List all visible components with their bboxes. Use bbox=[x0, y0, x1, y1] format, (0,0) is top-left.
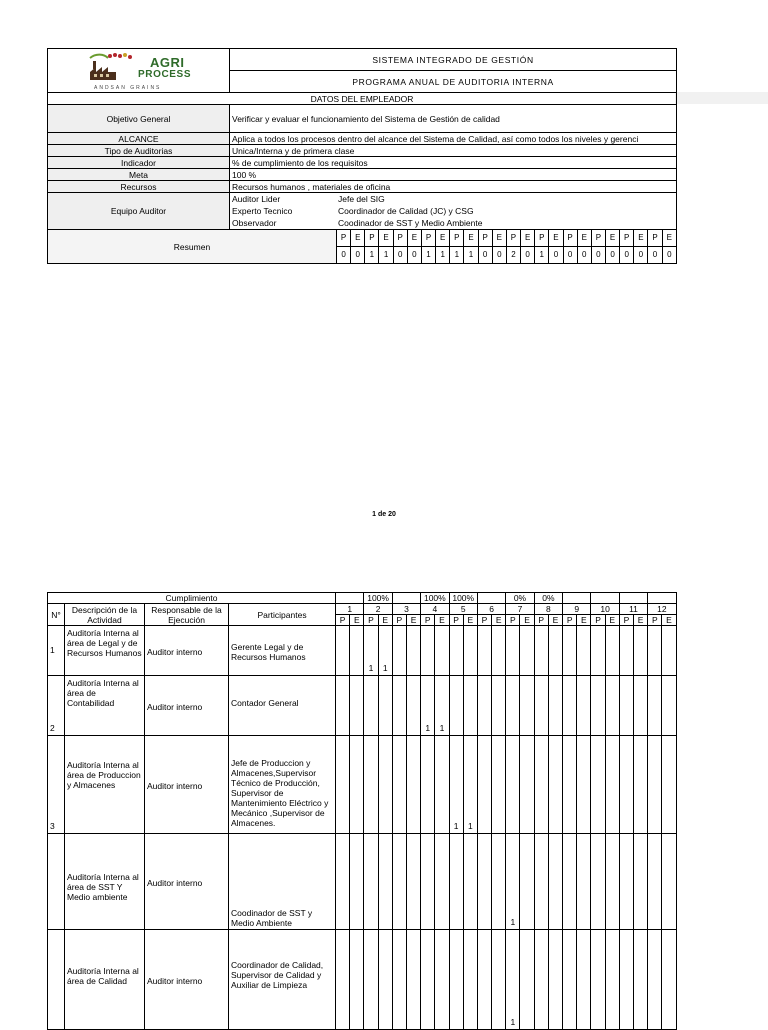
equipo-person: Coordinador de Calidad (JC) y CSG bbox=[338, 206, 474, 216]
schedule-cell bbox=[364, 676, 378, 736]
schedule-cell bbox=[421, 626, 435, 676]
resumen-value: 0 bbox=[577, 247, 591, 264]
resumen-value: 1 bbox=[535, 247, 549, 264]
page-number: 1 de 20 bbox=[372, 511, 396, 518]
resumen-value: 0 bbox=[478, 247, 492, 264]
row-number: 3 bbox=[48, 736, 65, 834]
resumen-value: 0 bbox=[521, 247, 535, 264]
resumen-pe-header: E bbox=[521, 230, 535, 247]
schedule-cell bbox=[662, 834, 676, 930]
schedule-cell bbox=[336, 676, 350, 736]
month-header: 5 bbox=[449, 604, 477, 615]
schedule-cell: 1 bbox=[421, 676, 435, 736]
schedule-cell bbox=[492, 930, 506, 1030]
schedule-cell bbox=[520, 834, 534, 930]
schedule-cell: 1 bbox=[506, 930, 520, 1030]
schedule-cell: 1 bbox=[364, 626, 378, 676]
schedule-cell bbox=[463, 930, 477, 1030]
indicador-label: Indicador bbox=[48, 157, 230, 169]
equipo-person: Jefe del SIG bbox=[338, 194, 385, 204]
schedule-cell bbox=[648, 626, 662, 676]
schedule-cell bbox=[577, 834, 591, 930]
resumen-value: 0 bbox=[492, 247, 506, 264]
cumplimiento-month bbox=[648, 593, 676, 604]
header-table bbox=[47, 48, 677, 264]
cumplimiento-month bbox=[619, 593, 647, 604]
schedule-cell bbox=[406, 626, 420, 676]
pe-header: E bbox=[662, 615, 676, 626]
pe-header: E bbox=[634, 615, 648, 626]
schedule-cell bbox=[492, 626, 506, 676]
schedule-cell bbox=[449, 930, 463, 1030]
resumen-pe-header: E bbox=[464, 230, 478, 247]
schedule-cell bbox=[492, 676, 506, 736]
pe-header: P bbox=[364, 615, 378, 626]
equipo-role: Auditor Lider bbox=[232, 194, 281, 204]
resumen-pe-header: E bbox=[605, 230, 619, 247]
schedule-cell bbox=[577, 930, 591, 1030]
schedule-cell: 1 bbox=[506, 834, 520, 930]
responsible: Auditor interno bbox=[145, 930, 229, 1030]
responsible: Auditor interno bbox=[145, 834, 229, 930]
schedule-cell bbox=[548, 834, 562, 930]
resumen-pe-header: E bbox=[407, 230, 421, 247]
schedule-cell bbox=[520, 930, 534, 1030]
pe-header: P bbox=[477, 615, 491, 626]
month-header: 7 bbox=[506, 604, 534, 615]
resumen-pe-header: P bbox=[450, 230, 464, 247]
schedule-cell bbox=[350, 834, 364, 930]
equipo-role: Experto Tecnico bbox=[232, 206, 293, 216]
schedule-cell bbox=[435, 736, 449, 834]
resumen-value: 0 bbox=[620, 247, 634, 264]
cumplimiento-month bbox=[591, 593, 619, 604]
resumen-value: 0 bbox=[337, 247, 351, 264]
schedule-cell bbox=[435, 930, 449, 1030]
month-header: 9 bbox=[563, 604, 591, 615]
schedule-cell bbox=[506, 676, 520, 736]
col-resp-header: Responsable de la Ejecución bbox=[145, 604, 229, 626]
schedule-cell bbox=[336, 930, 350, 1030]
schedule-cell bbox=[591, 626, 605, 676]
schedule-cell bbox=[421, 736, 435, 834]
resumen-value: 1 bbox=[421, 247, 435, 264]
meta-value: 100 % bbox=[230, 169, 677, 181]
resumen-label: Resumen bbox=[48, 230, 337, 264]
resumen-pe-header: P bbox=[393, 230, 407, 247]
resumen-value: 2 bbox=[506, 247, 520, 264]
cumplimiento-month: 0% bbox=[506, 593, 534, 604]
cumplimiento-month bbox=[392, 593, 420, 604]
schedule-cell bbox=[577, 626, 591, 676]
schedule-cell bbox=[406, 676, 420, 736]
resumen-pe-header: P bbox=[535, 230, 549, 247]
schedule-cell bbox=[350, 736, 364, 834]
tipo-label: Tipo de Auditorias bbox=[48, 145, 230, 157]
month-header: 4 bbox=[421, 604, 449, 615]
meta-label: Meta bbox=[48, 169, 230, 181]
pe-header: E bbox=[492, 615, 506, 626]
pe-header: P bbox=[563, 615, 577, 626]
month-header: 3 bbox=[392, 604, 420, 615]
resumen-value: 0 bbox=[407, 247, 421, 264]
schedule-cell bbox=[648, 736, 662, 834]
schedule-cell bbox=[392, 834, 406, 930]
pe-header: E bbox=[605, 615, 619, 626]
schedule-cell bbox=[577, 736, 591, 834]
schedule-cell bbox=[605, 736, 619, 834]
resumen-pe-header: E bbox=[436, 230, 450, 247]
schedule-cell bbox=[591, 930, 605, 1030]
month-header: 1 bbox=[336, 604, 364, 615]
schedule-cell: 1 bbox=[435, 676, 449, 736]
schedule-cell bbox=[634, 930, 648, 1030]
participants: Jefe de Produccion y Almacenes,Supervisor Técnico de Producción, Supervisor de Mantenimiento Eléctrico y Mecánico ,Supervisor de Almacenes. bbox=[229, 736, 336, 834]
pe-header: P bbox=[648, 615, 662, 626]
resumen-pe-header: E bbox=[662, 230, 676, 247]
schedule-cell bbox=[648, 676, 662, 736]
logo-tagline: ANDSAN GRAINS bbox=[94, 84, 162, 91]
tipo-value: Unica/Interna y de primera clase bbox=[230, 145, 677, 157]
table-row bbox=[48, 676, 677, 736]
resumen-value: 0 bbox=[351, 247, 365, 264]
resumen-value: 0 bbox=[605, 247, 619, 264]
schedule-cell bbox=[548, 930, 562, 1030]
schedule-cell bbox=[506, 626, 520, 676]
schedule-cell bbox=[534, 736, 548, 834]
schedule-cell bbox=[435, 626, 449, 676]
resumen-value: 0 bbox=[549, 247, 563, 264]
equipo-auditor bbox=[230, 193, 677, 230]
month-header: 2 bbox=[364, 604, 392, 615]
schedule-cell bbox=[406, 930, 420, 1030]
cumplimiento-month: 100% bbox=[449, 593, 477, 604]
resumen-value: 1 bbox=[379, 247, 393, 264]
resumen-pe-header: P bbox=[620, 230, 634, 247]
resumen-value: 1 bbox=[365, 247, 379, 264]
schedule-cell bbox=[421, 930, 435, 1030]
schedule-cell bbox=[520, 626, 534, 676]
schedule-cell bbox=[350, 676, 364, 736]
resumen-value: 0 bbox=[563, 247, 577, 264]
resumen-value: 1 bbox=[450, 247, 464, 264]
resumen-pe-header: E bbox=[549, 230, 563, 247]
schedule-cell bbox=[392, 676, 406, 736]
schedule-cell bbox=[435, 834, 449, 930]
schedule-cell bbox=[662, 930, 676, 1030]
schedule-cell bbox=[449, 834, 463, 930]
cumplimiento-month: 0% bbox=[534, 593, 562, 604]
schedule-cell bbox=[548, 676, 562, 736]
resumen-pe-header: P bbox=[337, 230, 351, 247]
row-number: 1 bbox=[48, 626, 65, 676]
right-shade bbox=[675, 92, 768, 104]
schedule-cell bbox=[492, 834, 506, 930]
schedule-cell bbox=[662, 736, 676, 834]
schedule-cell bbox=[563, 834, 577, 930]
schedule-cell bbox=[421, 834, 435, 930]
schedule-cell bbox=[463, 626, 477, 676]
schedule-cell bbox=[662, 626, 676, 676]
row-number bbox=[48, 834, 65, 930]
pe-header: P bbox=[392, 615, 406, 626]
schedule-cell bbox=[350, 626, 364, 676]
schedule-cell bbox=[619, 736, 633, 834]
schedule-cell bbox=[449, 626, 463, 676]
resumen-value: 0 bbox=[648, 247, 662, 264]
pe-header: P bbox=[449, 615, 463, 626]
schedule-cell: 1 bbox=[378, 626, 392, 676]
alcance-label: ALCANCE bbox=[48, 133, 230, 145]
month-header: 10 bbox=[591, 604, 619, 615]
schedule-cell bbox=[619, 834, 633, 930]
resumen-value: 0 bbox=[662, 247, 676, 264]
schedule-cell bbox=[563, 930, 577, 1030]
pe-header: P bbox=[506, 615, 520, 626]
schedule-cell bbox=[534, 930, 548, 1030]
resumen-pe-header: E bbox=[634, 230, 648, 247]
logo-agri-text: AGRI bbox=[150, 54, 185, 70]
audit-plan-table bbox=[47, 592, 677, 1030]
alcance-value: Aplica a todos los procesos dentro del alcance del Sistema de Calidad, así como todos los niveles y gerenci bbox=[230, 133, 677, 145]
col-num-header: N° bbox=[48, 604, 65, 626]
schedule-cell bbox=[477, 930, 491, 1030]
schedule-cell bbox=[477, 834, 491, 930]
schedule-cell bbox=[378, 736, 392, 834]
resumen-value: 1 bbox=[464, 247, 478, 264]
schedule-cell bbox=[563, 676, 577, 736]
schedule-cell bbox=[634, 834, 648, 930]
activity-description: Auditoría Interna al área de Calidad bbox=[65, 930, 145, 1030]
schedule-cell bbox=[563, 736, 577, 834]
pe-header: E bbox=[378, 615, 392, 626]
pe-header: E bbox=[548, 615, 562, 626]
schedule-cell bbox=[392, 930, 406, 1030]
participants: Gerente Legal y de Recursos Humanos bbox=[229, 626, 336, 676]
schedule-cell bbox=[548, 736, 562, 834]
equipo-person: Coodinador de SST y Medio Ambiente bbox=[338, 218, 483, 228]
schedule-cell bbox=[619, 676, 633, 736]
schedule-cell bbox=[336, 736, 350, 834]
cumplimiento-month bbox=[336, 593, 364, 604]
pe-header: P bbox=[591, 615, 605, 626]
equipo-label: Equipo Auditor bbox=[48, 193, 230, 230]
system-title: SISTEMA INTEGRADO DE GESTIÓN bbox=[230, 49, 677, 71]
resumen-value: 0 bbox=[393, 247, 407, 264]
schedule-cell: 1 bbox=[449, 736, 463, 834]
schedule-cell bbox=[605, 676, 619, 736]
schedule-cell bbox=[506, 736, 520, 834]
schedule-cell bbox=[406, 834, 420, 930]
month-header: 11 bbox=[619, 604, 647, 615]
pe-header: P bbox=[619, 615, 633, 626]
pe-header: P bbox=[534, 615, 548, 626]
schedule-cell bbox=[364, 930, 378, 1030]
activity-description: Auditoría Interna al área de Produccion y Almacenes bbox=[65, 736, 145, 834]
pe-header: E bbox=[406, 615, 420, 626]
resumen-pe-header: E bbox=[492, 230, 506, 247]
table-row bbox=[48, 834, 677, 930]
schedule-cell bbox=[634, 736, 648, 834]
activity-description: Auditoría Interna al área de Contabilidad bbox=[65, 676, 145, 736]
company-logo bbox=[48, 49, 230, 93]
schedule-cell bbox=[591, 736, 605, 834]
resumen-value: 1 bbox=[436, 247, 450, 264]
schedule-cell bbox=[577, 676, 591, 736]
schedule-cell bbox=[591, 676, 605, 736]
resumen-pe-header: P bbox=[365, 230, 379, 247]
table-row bbox=[48, 930, 677, 1030]
schedule-cell bbox=[648, 834, 662, 930]
pe-header: E bbox=[577, 615, 591, 626]
activity-description: Auditoría Interna al área de Legal y de Recursos Humanos bbox=[65, 626, 145, 676]
cumplimiento-month bbox=[477, 593, 505, 604]
schedule-cell bbox=[591, 834, 605, 930]
participants: Coodinador de SST y Medio Ambiente bbox=[229, 834, 336, 930]
schedule-cell bbox=[364, 736, 378, 834]
schedule-cell bbox=[662, 676, 676, 736]
row-number: 2 bbox=[48, 676, 65, 736]
resumen-pe-header: E bbox=[351, 230, 365, 247]
responsible: Auditor interno bbox=[145, 676, 229, 736]
cumplimiento-month: 100% bbox=[421, 593, 449, 604]
pe-header: E bbox=[463, 615, 477, 626]
schedule-cell bbox=[378, 676, 392, 736]
schedule-cell bbox=[392, 736, 406, 834]
responsible: Auditor interno bbox=[145, 626, 229, 676]
resumen-value: 0 bbox=[591, 247, 605, 264]
resumen-pe-header: P bbox=[563, 230, 577, 247]
schedule-cell bbox=[605, 626, 619, 676]
resumen-pe-header: P bbox=[421, 230, 435, 247]
recursos-value: Recursos humanos , materiales de oficina bbox=[230, 181, 677, 193]
schedule-cell bbox=[336, 834, 350, 930]
col-desc-header: Descripción de la Actividad bbox=[65, 604, 145, 626]
schedule-cell bbox=[392, 626, 406, 676]
logo-process-text: PROCESS bbox=[138, 68, 192, 80]
schedule-cell bbox=[449, 676, 463, 736]
resumen-pe-header: P bbox=[506, 230, 520, 247]
schedule-cell bbox=[364, 834, 378, 930]
schedule-cell bbox=[548, 626, 562, 676]
schedule-cell bbox=[336, 626, 350, 676]
resumen-pe-header: P bbox=[648, 230, 662, 247]
schedule-cell bbox=[534, 626, 548, 676]
indicador-value: % de cumplimiento de los requisitos bbox=[230, 157, 677, 169]
schedule-cell bbox=[477, 736, 491, 834]
month-header: 12 bbox=[648, 604, 676, 615]
section-title: DATOS DEL EMPLEADOR bbox=[48, 93, 677, 105]
table-row bbox=[48, 736, 677, 834]
schedule-cell bbox=[563, 626, 577, 676]
schedule-cell bbox=[634, 676, 648, 736]
resumen-pe-header: P bbox=[591, 230, 605, 247]
participants: Coordinador de Calidad, Supervisor de Calidad y Auxiliar de Limpieza bbox=[229, 930, 336, 1030]
schedule-cell bbox=[463, 676, 477, 736]
schedule-cell bbox=[520, 676, 534, 736]
schedule-cell bbox=[378, 930, 392, 1030]
resumen-pe-header: E bbox=[577, 230, 591, 247]
activity-description: Auditoría Interna al área de SST Y Medio ambiente bbox=[65, 834, 145, 930]
row-number bbox=[48, 930, 65, 1030]
schedule-cell: 1 bbox=[463, 736, 477, 834]
schedule-cell bbox=[492, 736, 506, 834]
pe-header: P bbox=[421, 615, 435, 626]
resumen-pe-header: P bbox=[478, 230, 492, 247]
schedule-cell bbox=[378, 834, 392, 930]
responsible: Auditor interno bbox=[145, 736, 229, 834]
schedule-cell bbox=[477, 676, 491, 736]
schedule-cell bbox=[605, 834, 619, 930]
objetivo-label: Objetivo General bbox=[48, 105, 230, 133]
col-part-header: Participantes bbox=[229, 604, 336, 626]
pe-header: E bbox=[350, 615, 364, 626]
schedule-cell bbox=[520, 736, 534, 834]
schedule-cell bbox=[477, 626, 491, 676]
resumen-pe-header: E bbox=[379, 230, 393, 247]
cumplimiento-month: 100% bbox=[364, 593, 392, 604]
pe-header: E bbox=[435, 615, 449, 626]
cumplimiento-label: Cumplimiento bbox=[48, 593, 336, 604]
month-header: 8 bbox=[534, 604, 562, 615]
schedule-cell bbox=[605, 930, 619, 1030]
schedule-cell bbox=[406, 736, 420, 834]
schedule-cell bbox=[619, 626, 633, 676]
table-row bbox=[48, 626, 677, 676]
month-header: 6 bbox=[477, 604, 505, 615]
participants: Contador General bbox=[229, 676, 336, 736]
pe-header: E bbox=[520, 615, 534, 626]
schedule-cell bbox=[534, 676, 548, 736]
recursos-label: Recursos bbox=[48, 181, 230, 193]
schedule-cell bbox=[619, 930, 633, 1030]
schedule-cell bbox=[634, 626, 648, 676]
pe-header: P bbox=[336, 615, 350, 626]
schedule-cell bbox=[463, 834, 477, 930]
schedule-cell bbox=[648, 930, 662, 1030]
schedule-cell bbox=[350, 930, 364, 1030]
schedule-cell bbox=[534, 834, 548, 930]
objetivo-value: Verificar y evaluar el funcionamiento del Sistema de Gestión de calidad bbox=[230, 105, 677, 133]
program-title: PROGRAMA ANUAL DE AUDITORIA INTERNA bbox=[230, 71, 677, 93]
resumen-value: 0 bbox=[634, 247, 648, 264]
equipo-role: Observador bbox=[232, 218, 277, 228]
cumplimiento-month bbox=[563, 593, 591, 604]
